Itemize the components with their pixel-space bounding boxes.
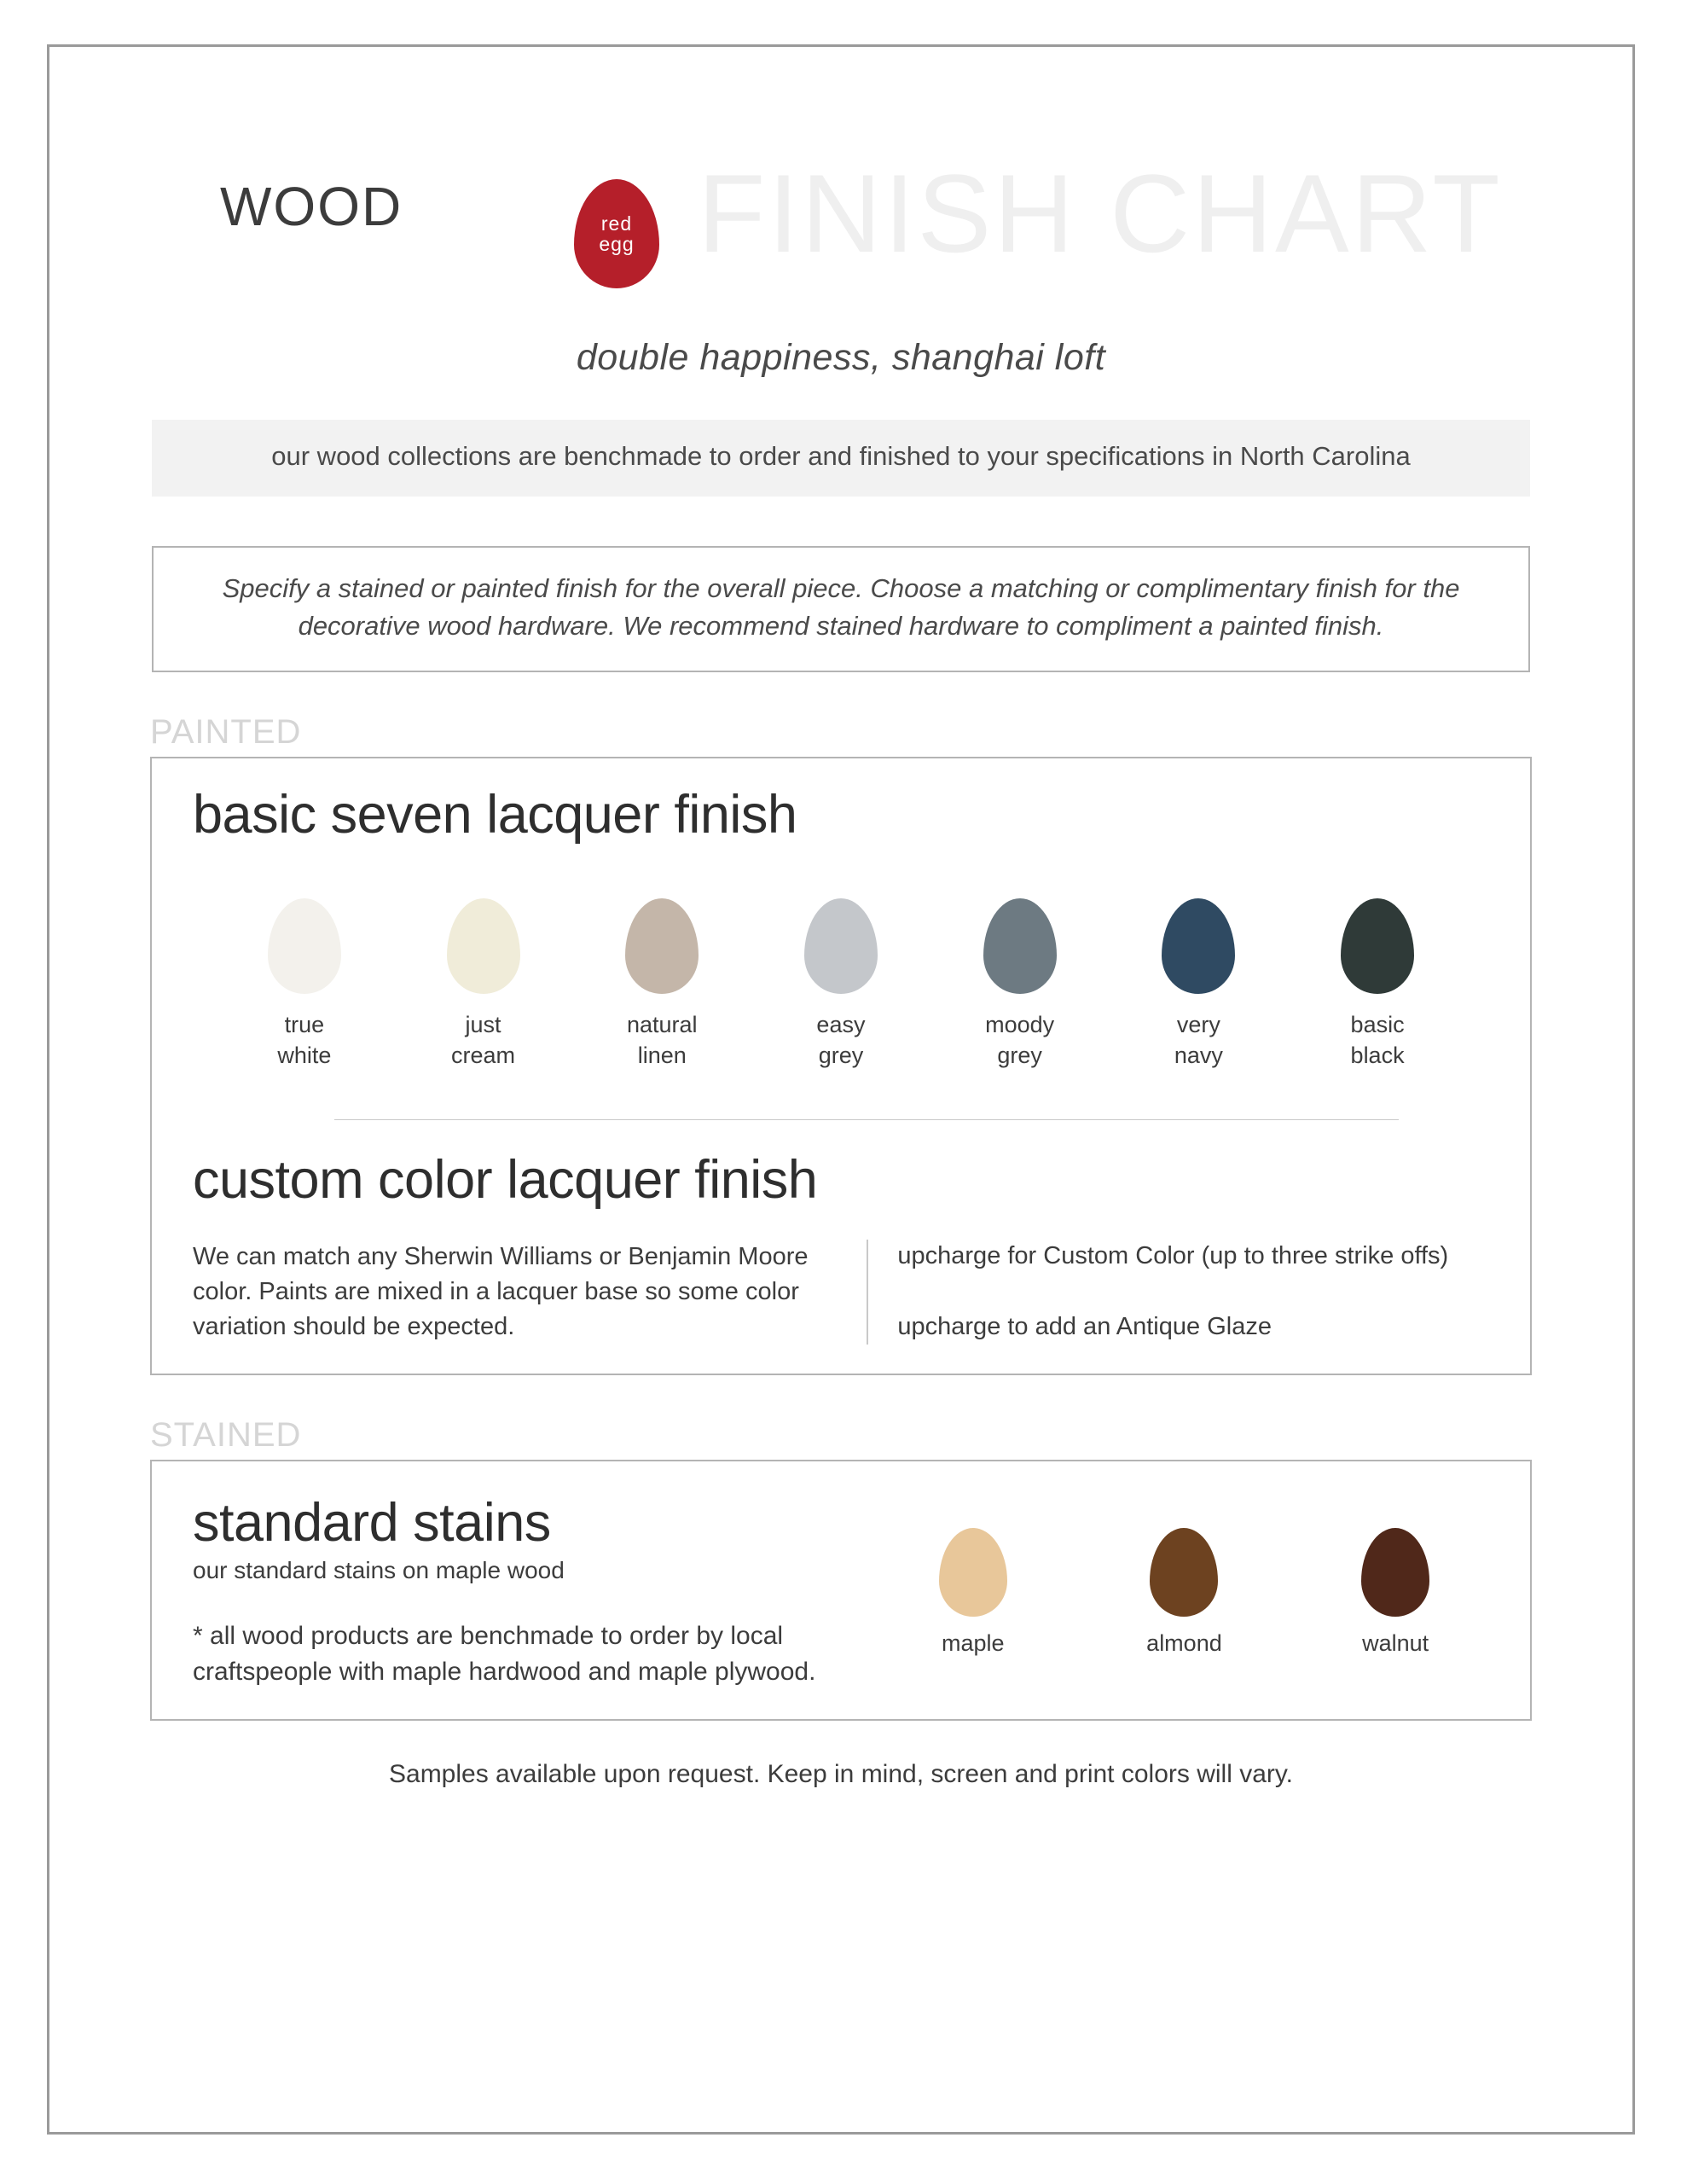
- swatch-natural-linen: [598, 898, 726, 1072]
- swatch-label-line1: true: [284, 1011, 325, 1037]
- egg-icon: [1150, 1528, 1218, 1617]
- painted-section: [150, 757, 1532, 1375]
- page-header: [101, 81, 1581, 276]
- logo-line-1: red: [600, 212, 633, 235]
- egg-icon: [939, 1528, 1007, 1617]
- document-page: [47, 44, 1635, 2135]
- swatch-label-line2: grey: [997, 1043, 1042, 1069]
- swatch-label-line1: very: [1176, 1011, 1220, 1037]
- egg-icon: [625, 898, 699, 994]
- stained-columns: [181, 1484, 1501, 1690]
- specify-note: Specify a stained or painted finish for the overall piece. Choose a matching or complimentary finish for the decorative wood hardware. We recommend stained hardware to compliment a painted finish.: [152, 546, 1530, 672]
- stained-note: * all wood products are benchmade to order by local craftspeople with maple hardwood and maple plywood.: [193, 1622, 816, 1687]
- swatch-label-line1: moody: [985, 1011, 1055, 1037]
- egg-icon: [1341, 898, 1414, 994]
- upcharge-custom-color: upcharge for Custom Color (up to three strike offs): [897, 1241, 1449, 1269]
- swatch-moody-grey: [956, 898, 1084, 1072]
- section-divider: [334, 1119, 1399, 1120]
- standard-stains-subtitle: our standard stains on maple wood: [193, 1557, 565, 1584]
- swatch-label-line2: linen: [637, 1043, 687, 1069]
- swatch-label-line2: grey: [818, 1043, 864, 1069]
- logo-line-2: egg: [599, 233, 635, 255]
- swatch-label-line1: basic: [1350, 1011, 1405, 1037]
- swatch-true-white: [241, 898, 368, 1072]
- swatch-label-line1: easy: [816, 1011, 866, 1037]
- swatch-just-cream: [420, 898, 548, 1072]
- swatch-very-navy: [1134, 898, 1262, 1072]
- swatch-walnut: [1327, 1528, 1464, 1657]
- swatch-easy-grey: [777, 898, 905, 1072]
- stained-section: [150, 1460, 1532, 1721]
- swatch-almond: [1116, 1528, 1252, 1657]
- swatch-label-line2: cream: [451, 1043, 516, 1069]
- footer-note: Samples available upon request. Keep in mind, screen and print colors will vary.: [389, 1760, 1293, 1789]
- egg-icon: [447, 898, 520, 994]
- collection-banner: our wood collections are benchmade to order and finished to your specifications in North Carolina: [152, 420, 1530, 497]
- egg-icon: [1361, 1528, 1429, 1617]
- page-title-ghost: FINISH CHART: [698, 151, 1503, 276]
- swatch-label-line1: just: [465, 1011, 501, 1037]
- upcharge-list: [867, 1240, 1489, 1345]
- swatch-label-line1: natural: [626, 1011, 698, 1037]
- collection-name: double happiness, shanghai loft: [576, 337, 1106, 378]
- section-label-stained: STAINED: [150, 1416, 302, 1455]
- stain-label: almond: [1146, 1630, 1222, 1657]
- basic-seven-title: basic seven lacquer finish: [193, 784, 797, 845]
- painted-swatch-row: [215, 898, 1467, 1072]
- section-label-painted: PAINTED: [150, 712, 302, 751]
- stain-label: maple: [942, 1630, 1005, 1657]
- custom-color-columns: [193, 1240, 1489, 1345]
- stained-text-column: [181, 1484, 867, 1690]
- stained-swatch-row: [867, 1484, 1501, 1690]
- egg-icon: [983, 898, 1057, 994]
- custom-color-text: We can match any Sherwin Williams or Benjamin Moore color. Paints are mixed in a lacquer base so some color variation should be expected.: [193, 1242, 809, 1341]
- red-egg-logo: [574, 179, 659, 288]
- stain-label: walnut: [1362, 1630, 1429, 1657]
- page-title-wood: WOOD: [220, 176, 403, 237]
- swatch-maple: [905, 1528, 1041, 1657]
- egg-icon: [804, 898, 878, 994]
- custom-color-title: custom color lacquer finish: [193, 1149, 818, 1210]
- swatch-label-line2: navy: [1174, 1043, 1223, 1069]
- swatch-label-line2: white: [277, 1043, 332, 1069]
- standard-stains-title: standard stains: [193, 1493, 551, 1554]
- egg-icon: [1162, 898, 1235, 994]
- upcharge-antique-glaze: upcharge to add an Antique Glaze: [897, 1312, 1272, 1340]
- egg-icon: [268, 898, 341, 994]
- document-inner: [101, 81, 1581, 2106]
- swatch-label-line2: black: [1350, 1043, 1405, 1069]
- swatch-basic-black: [1313, 898, 1441, 1072]
